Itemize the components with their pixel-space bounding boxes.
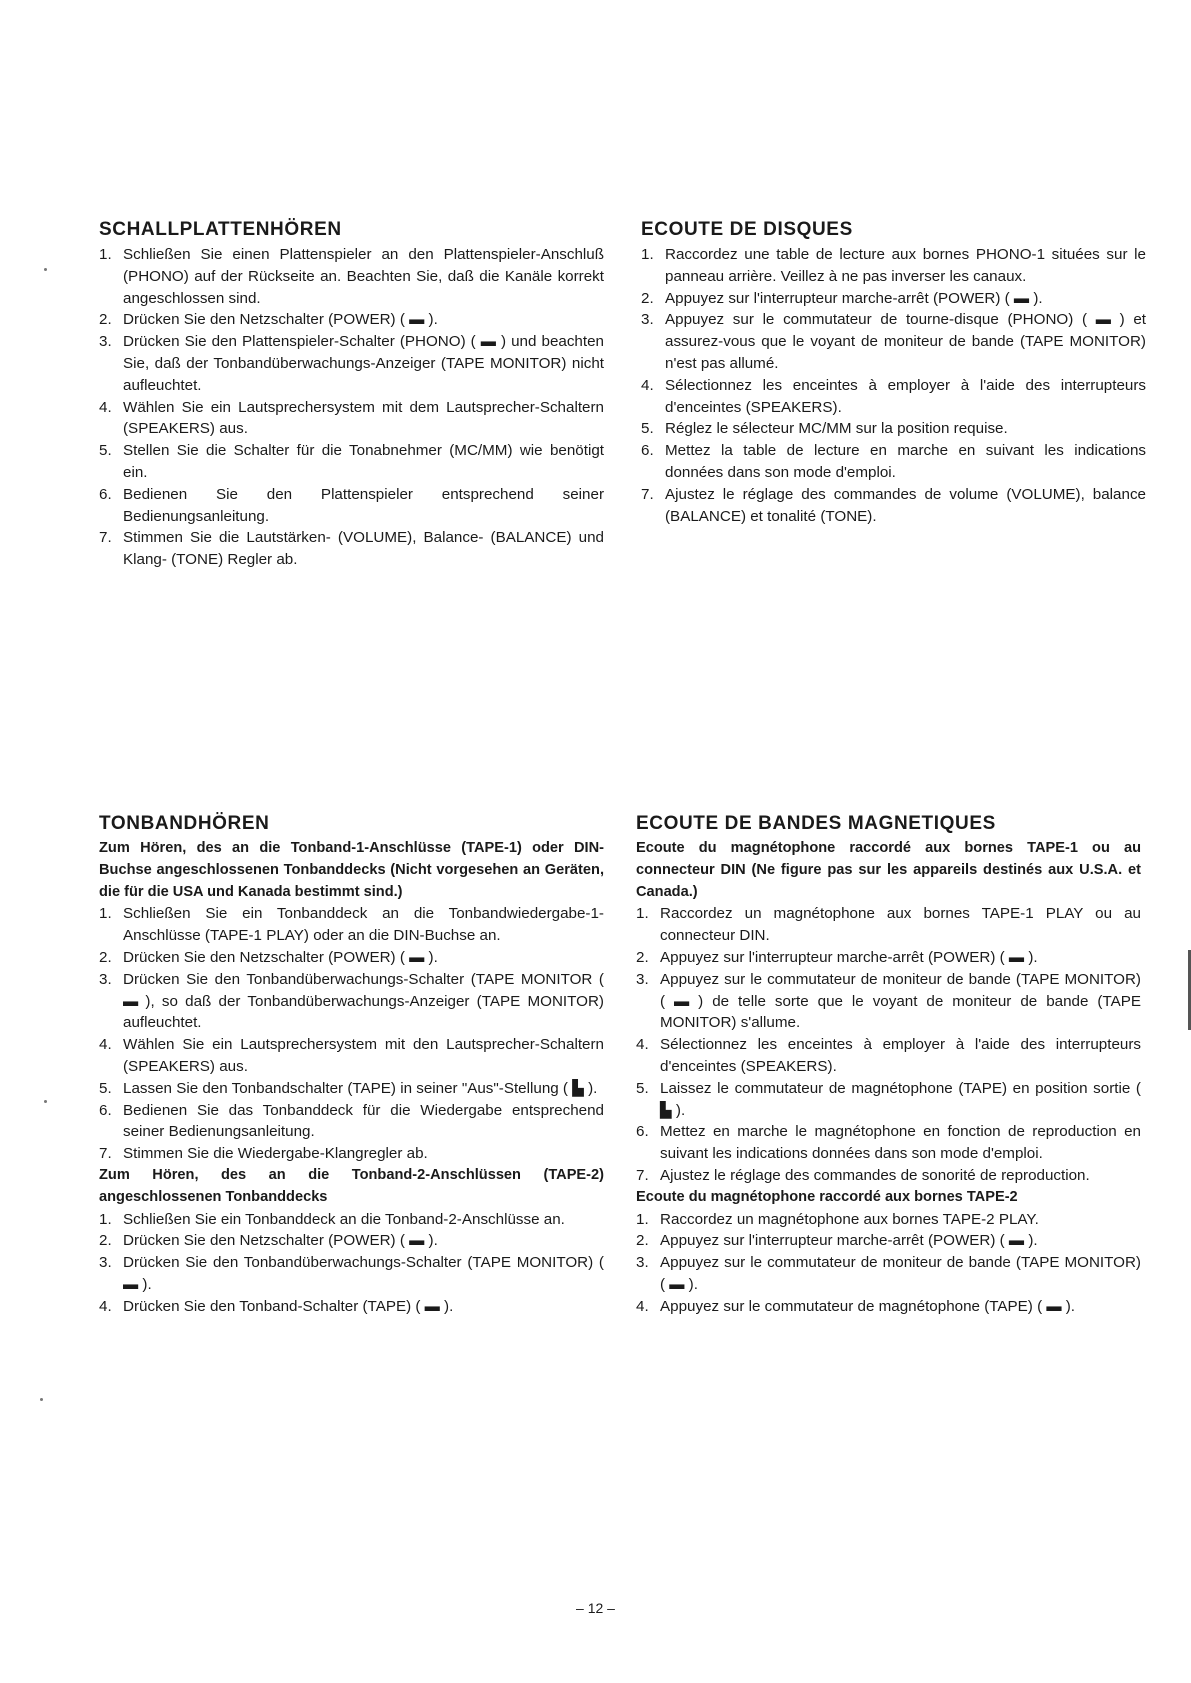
list-item: 7. Ajustez le réglage des commandes de volume (VOLUME), balance (BALANCE) et tonalité (TONE). xyxy=(641,485,1146,525)
instruction-list xyxy=(99,244,604,571)
list-item: 1. Raccordez un magnétophone aux bornes TAPE-1 PLAY ou au connecteur DIN. xyxy=(636,905,1141,945)
list-item: 1. Raccordez une table de lecture aux bornes PHONO-1 situées sur le panneau arrière. Veillez à ne pas inverser les canaux. xyxy=(641,246,1146,285)
scan-speck xyxy=(44,268,47,271)
list-item: 6. Mettez en marche le magnétophone en fonction de reproduction en suivant les indications données dans son mode d'emploi. xyxy=(636,1123,1141,1163)
list-item: 5. Laissez le commutateur de magnétophone (TAPE) en position sortie ( ▙ ). xyxy=(636,1079,1141,1119)
section-schallplattenhoeren xyxy=(99,218,604,571)
list-item: 2. Drücken Sie den Netzschalter (POWER) ( ▬ ). xyxy=(99,1232,438,1250)
list-item: 2. Appuyez sur l'interrupteur marche-arrêt (POWER) ( ▬ ). xyxy=(641,289,1043,307)
subsection-heading: Ecoute du magnétophone raccordé aux bornes TAPE-2 xyxy=(636,1188,1018,1205)
section-ecoute-de-disques xyxy=(641,218,1146,527)
list-item: 4. Wählen Sie ein Lautsprechersystem mit dem Lautsprecher-Schaltern (SPEAKERS) aus. xyxy=(99,398,604,438)
subsection-heading: Zum Hören, des an die Tonband-2-Anschlüssen (TAPE-2) angeschlossenen Tonbanddecks xyxy=(99,1166,604,1205)
list-item: 4. Drücken Sie den Tonband-Schalter (TAPE) ( ▬ ). xyxy=(99,1297,454,1315)
list-item: 6. Bedienen Sie den Plattenspieler entsprechend seiner Bedienungsanleitung. xyxy=(99,485,604,525)
section-title: TONBANDHÖREN xyxy=(99,813,270,834)
list-item: 6. Bedienen Sie das Tonbanddeck für die Wiedergabe entsprechend seiner Bedienungsanleitung. xyxy=(99,1101,604,1141)
list-item: 4. Wählen Sie ein Lautsprechersystem mit den Lautsprecher-Schaltern (SPEAKERS) aus. xyxy=(99,1036,604,1075)
instruction-list xyxy=(641,244,1146,527)
list-item: 7. Stimmen Sie die Wiedergabe-Klangregler ab. xyxy=(99,1145,428,1163)
instruction-list xyxy=(636,1209,1141,1318)
section-title: ECOUTE DE BANDES MAGNETIQUES xyxy=(636,813,996,834)
list-item: 5. Lassen Sie den Tonbandschalter (TAPE) in seiner "Aus"-Stellung ( ▙ ). xyxy=(99,1079,598,1097)
instruction-list xyxy=(99,1209,604,1318)
list-item: 3. Appuyez sur le commutateur de tourne-disque (PHONO) ( ▬ ) et assurez-vous que le voyant de moniteur de bande (TAPE MONITOR) n'est pas allumé. xyxy=(641,311,1146,372)
list-item: 3. Drücken Sie den Tonbandüberwachungs-Schalter (TAPE MONITOR ( ▬ ), so daß der Tonbandüberwachungs-Anzeiger (TAPE MONITOR) aufleuchtet. xyxy=(99,970,604,1032)
list-item: 1. Schließen Sie einen Plattenspieler an den Plattenspieler-Anschluß (PHONO) auf der Rückseite an. Beachten Sie, daß die Kanäle korrekt angeschlossen sind. xyxy=(99,246,604,307)
instruction-list xyxy=(636,903,1141,1186)
instruction-list xyxy=(99,903,604,1165)
list-item: 2. Drücken Sie den Netzschalter (POWER) ( ▬ ). xyxy=(99,948,438,966)
page-number: – 12 – xyxy=(576,1600,615,1616)
list-item: 1. Schließen Sie ein Tonbanddeck an die Tonbandwiedergabe-1-Anschlüsse (TAPE-1 PLAY) oder an die DIN-Buchse an. xyxy=(99,905,604,945)
section-title: SCHALLPLATTENHÖREN xyxy=(99,219,342,240)
list-item: 5. Stellen Sie die Schalter für die Tonabnehmer (MC/MM) wie benötigt ein. xyxy=(99,442,604,481)
list-item: 6. Mettez la table de lecture en marche en suivant les indications données dans son mode d'emploi. xyxy=(641,442,1146,481)
list-item: 2. Appuyez sur l'interrupteur marche-arrêt (POWER) ( ▬ ). xyxy=(636,948,1038,966)
list-item: 1. Raccordez un magnétophone aux bornes TAPE-2 PLAY. xyxy=(636,1210,1039,1228)
list-item: 7. Stimmen Sie die Lautstärken- (VOLUME), Balance- (BALANCE) und Klang- (TONE) Regler ab. xyxy=(99,529,604,569)
list-item: 1. Schließen Sie ein Tonbanddeck an die Tonband-2-Anschlüsse an. xyxy=(99,1210,565,1228)
list-item: 7. Ajustez le réglage des commandes de sonorité de reproduction. xyxy=(636,1166,1090,1184)
list-item: 3. Appuyez sur le commutateur de moniteur de bande (TAPE MONITOR) ( ▬ ) de telle sorte que le voyant de moniteur de bande (TAPE MONITOR) s'allume. xyxy=(636,970,1141,1032)
list-item: 4. Sélectionnez les enceintes à employer à l'aide des interrupteurs d'enceintes (SPEAKERS). xyxy=(641,376,1146,416)
list-item: 2. Drücken Sie den Netzschalter (POWER) ( ▬ ). xyxy=(99,311,438,329)
list-item: 4. Appuyez sur le commutateur de magnétophone (TAPE) ( ▬ ). xyxy=(636,1297,1076,1315)
section-ecoute-de-bandes xyxy=(636,812,1141,1318)
list-item: 3. Drücken Sie den Tonbandüberwachungs-Schalter (TAPE MONITOR) ( ▬ ). xyxy=(99,1254,604,1293)
section-title: ECOUTE DE DISQUES xyxy=(641,219,853,240)
list-item: 4. Sélectionnez les enceintes à employer à l'aide des interrupteurs d'enceintes (SPEAKERS). xyxy=(636,1036,1141,1075)
section-tonbandhoeren xyxy=(99,812,604,1318)
list-item: 2. Appuyez sur l'interrupteur marche-arrêt (POWER) ( ▬ ). xyxy=(636,1232,1038,1250)
scan-speck xyxy=(44,1100,47,1103)
subsection-heading: Ecoute du magnétophone raccordé aux bornes TAPE-1 ou au connecteur DIN (Ne figure pas sur les appareils destinés aux U.S.A. et Canada.) xyxy=(636,840,1141,900)
list-item: 3. Appuyez sur le commutateur de moniteur de bande (TAPE MONITOR) ( ▬ ). xyxy=(636,1254,1141,1293)
subsection-heading: Zum Hören, des an die Tonband-1-Anschlüsse (TAPE-1) oder DIN-Buchse angeschlossenen Tonbanddecks (Nicht vorgesehen an Geräten, die für die USA und Kanada bestimmt sind.) xyxy=(99,840,604,900)
scan-speck xyxy=(40,1398,43,1401)
list-item: 5. Réglez le sélecteur MC/MM sur la position requise. xyxy=(641,420,1008,438)
list-item: 3. Drücken Sie den Plattenspieler-Schalter (PHONO) ( ▬ ) und beachten Sie, daß der Tonbandüberwachungs-Anzeiger (TAPE MONITOR) nicht aufleuchtet. xyxy=(99,333,604,394)
